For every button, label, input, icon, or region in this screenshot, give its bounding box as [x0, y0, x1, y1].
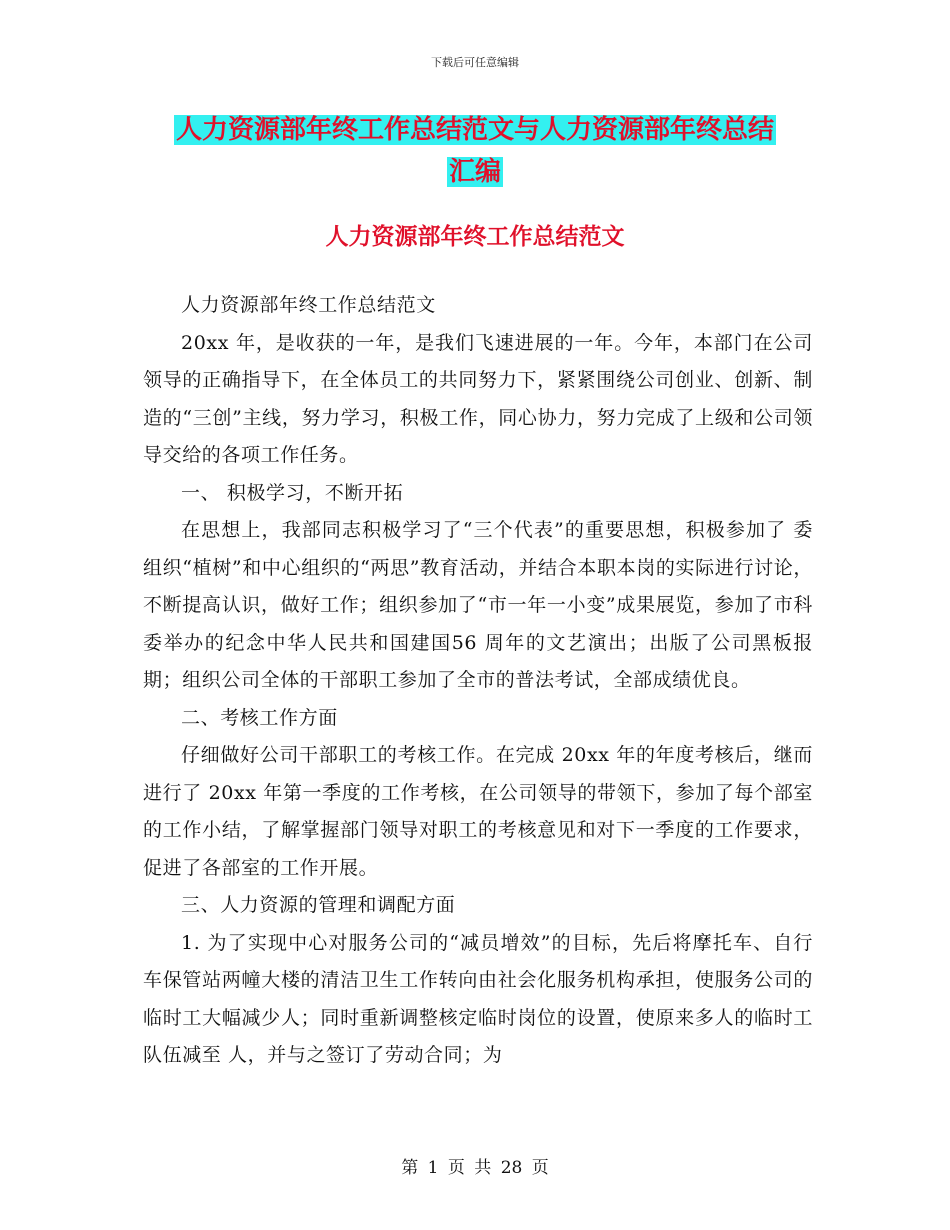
paragraph-learning: 在思想上，我部同志积极学习了“三个代表”的重要思想，积极参加了 委组织“植树”和中心组织的“两思”教育活动，并结合本职本岗的实际进行讨论，不断提高认识，做好工作；组织参加了“市一年一小变”成果展览，参加了市科委举办的纪念中华人民共和国建国56 周年的文艺演出；出版了公司黑板报期；组织公司全体的干部职工参加了全市的普法考试，全部成绩优良。 — [143, 519, 813, 691]
document-title-text-1: 人力资源部年终工作总结范文与人力资源部年终总结 — [175, 115, 774, 145]
page-footer: 第 1 页 共 28 页 — [401, 1158, 549, 1178]
header-note: 下载后可任意编辑 — [431, 56, 519, 69]
document-title-line-2 — [0, 155, 950, 189]
paragraph-assessment: 仔细做好公司干部职工的考核工作。在完成 20xx 年的年度考核后，继而进行了 20xx 年第一季度的工作考核，在公司领导的带领下，参加了每个部室的工作小结，了解掌握部门领导对职工的考核意见和对下一季度的工作要求，促进了各部室的工作开展。 — [143, 744, 813, 879]
heading-hr-management: 三、人力资源的管理和调配方面 — [181, 894, 456, 916]
heading-learning: 一、 积极学习，不断开拓 — [181, 481, 404, 504]
document-body — [143, 287, 813, 1075]
document-title-line-1 — [0, 113, 950, 147]
document-title-text-2: 汇编 — [448, 157, 501, 187]
paragraph-intro: 20xx 年，是收获的一年，是我们飞速进展的一年。今年，本部门在公司领导的正确指导下，在全体员工的共同努力下，紧紧围绕公司创业、创新、制造的“三创”主线，努力学习，积极工作，同心协力，努力完成了上级和公司领导交给的各项工作任务。 — [143, 331, 813, 466]
paragraph-hr-management: 1. 为了实现中心对服务公司的“减员增效”的目标，先后将摩托车、自行车保管站两幢大楼的清洁卫生工作转向由社会化服务机构承担，使服务公司的临时工大幅减少人；同时重新调整核定临时岗位的设置，使原来多人的临时工队伍减至 人，并与之签订了劳动合同；为 — [143, 931, 813, 1066]
section-title: 人力资源部年终工作总结范文 — [325, 224, 625, 250]
paragraph-subtitle: 人力资源部年终工作总结范文 — [181, 294, 436, 316]
heading-assessment: 二、考核工作方面 — [181, 706, 338, 729]
